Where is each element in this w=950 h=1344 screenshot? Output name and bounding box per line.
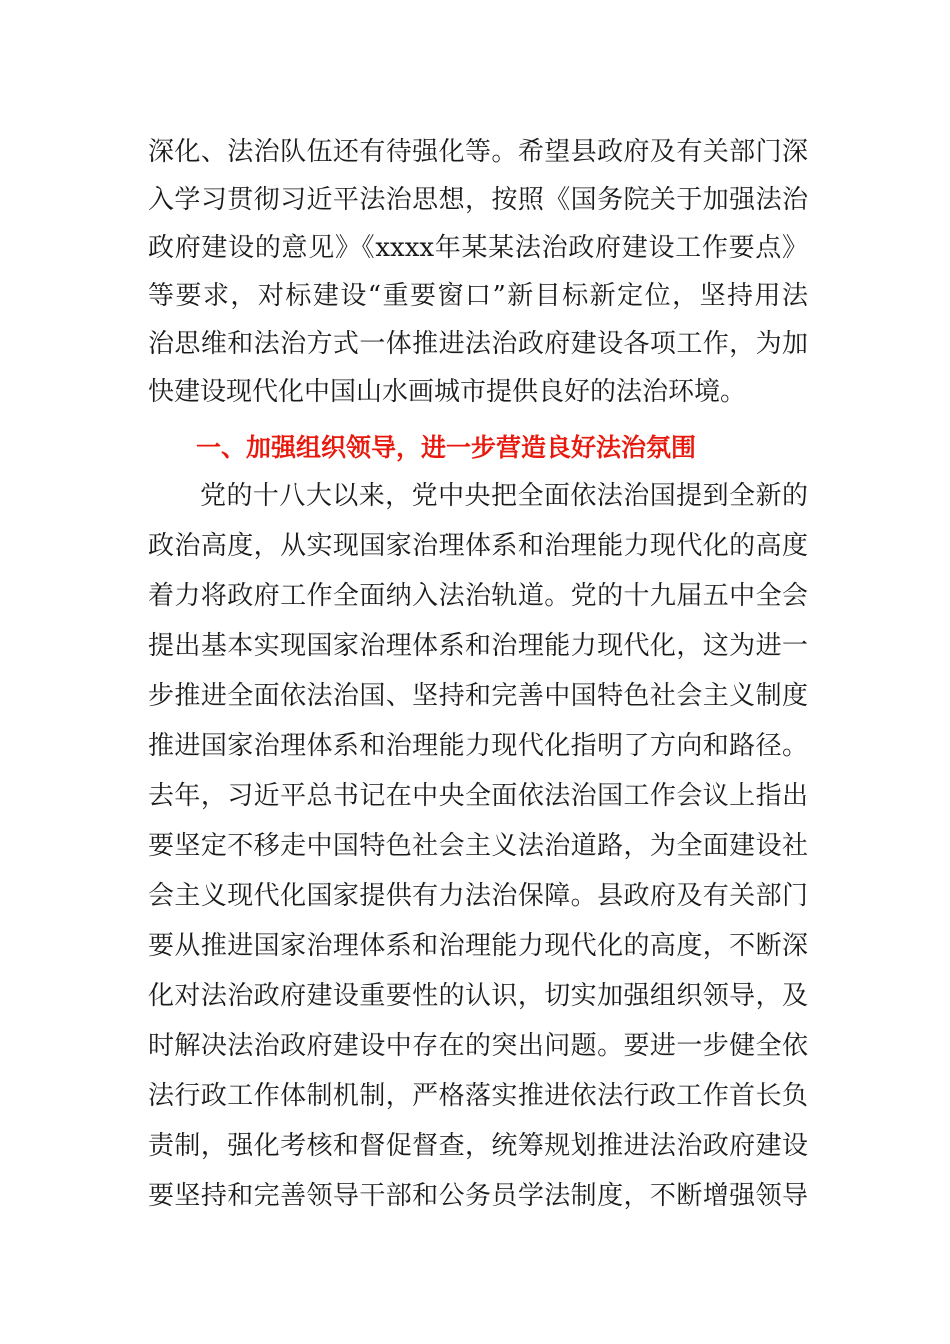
- body-line: 要从推进国家治理体系和治理能力现代化的高度，不断深: [148, 931, 808, 961]
- body-line: 化对法治政府建设重要性的认识，切实加强组织领导，及: [148, 981, 808, 1011]
- body-line: 法行政工作体制机制，严格落实推进依法行政工作首长负: [148, 1081, 808, 1111]
- section-heading: 一、加强组织领导，进一步营造良好法治氛围: [196, 433, 697, 462]
- body-line: 会主义现代化国家提供有力法治保障。县政府及有关部门: [148, 881, 808, 911]
- intro-line: 政府建设的意见》《xxxx年某某法治政府建设工作要点》: [148, 233, 808, 263]
- body-line: 要坚定不移走中国特色社会主义法治道路，为全面建设社: [148, 831, 808, 861]
- body-line: 党的十八大以来，党中央把全面依法治国提到全新的: [200, 481, 808, 511]
- body-line: 责制，强化考核和督促督查，统筹规划推进法治政府建设: [148, 1131, 808, 1161]
- intro-line: 等要求，对标建设“重要窗口”新目标新定位，坚持用法: [148, 281, 808, 311]
- body-line: 要坚持和完善领导干部和公务员学法制度，不断增强领导: [148, 1181, 808, 1211]
- body-line: 推进国家治理体系和治理能力现代化指明了方向和路径。: [148, 731, 808, 761]
- body-line: 着力将政府工作全面纳入法治轨道。党的十九届五中全会: [148, 581, 808, 611]
- body-line: 去年，习近平总书记在中央全面依法治国工作会议上指出: [148, 781, 808, 811]
- intro-line: 入学习贯彻习近平法治思想，按照《国务院关于加强法治: [148, 185, 808, 215]
- intro-line: 快建设现代化中国山水画城市提供良好的法治环境。: [148, 377, 747, 407]
- body-line: 政治高度，从实现国家治理体系和治理能力现代化的高度: [148, 531, 808, 561]
- intro-line: 治思维和法治方式一体推进法治政府建设各项工作，为加: [148, 329, 808, 359]
- body-line: 时解决法治政府建设中存在的突出问题。要进一步健全依: [148, 1031, 808, 1061]
- body-line: 步推进全面依法治国、坚持和完善中国特色社会主义制度: [148, 681, 808, 711]
- body-line: 提出基本实现国家治理体系和治理能力现代化，这为进一: [148, 631, 808, 661]
- intro-line: 深化、法治队伍还有待强化等。希望县政府及有关部门深: [148, 137, 808, 167]
